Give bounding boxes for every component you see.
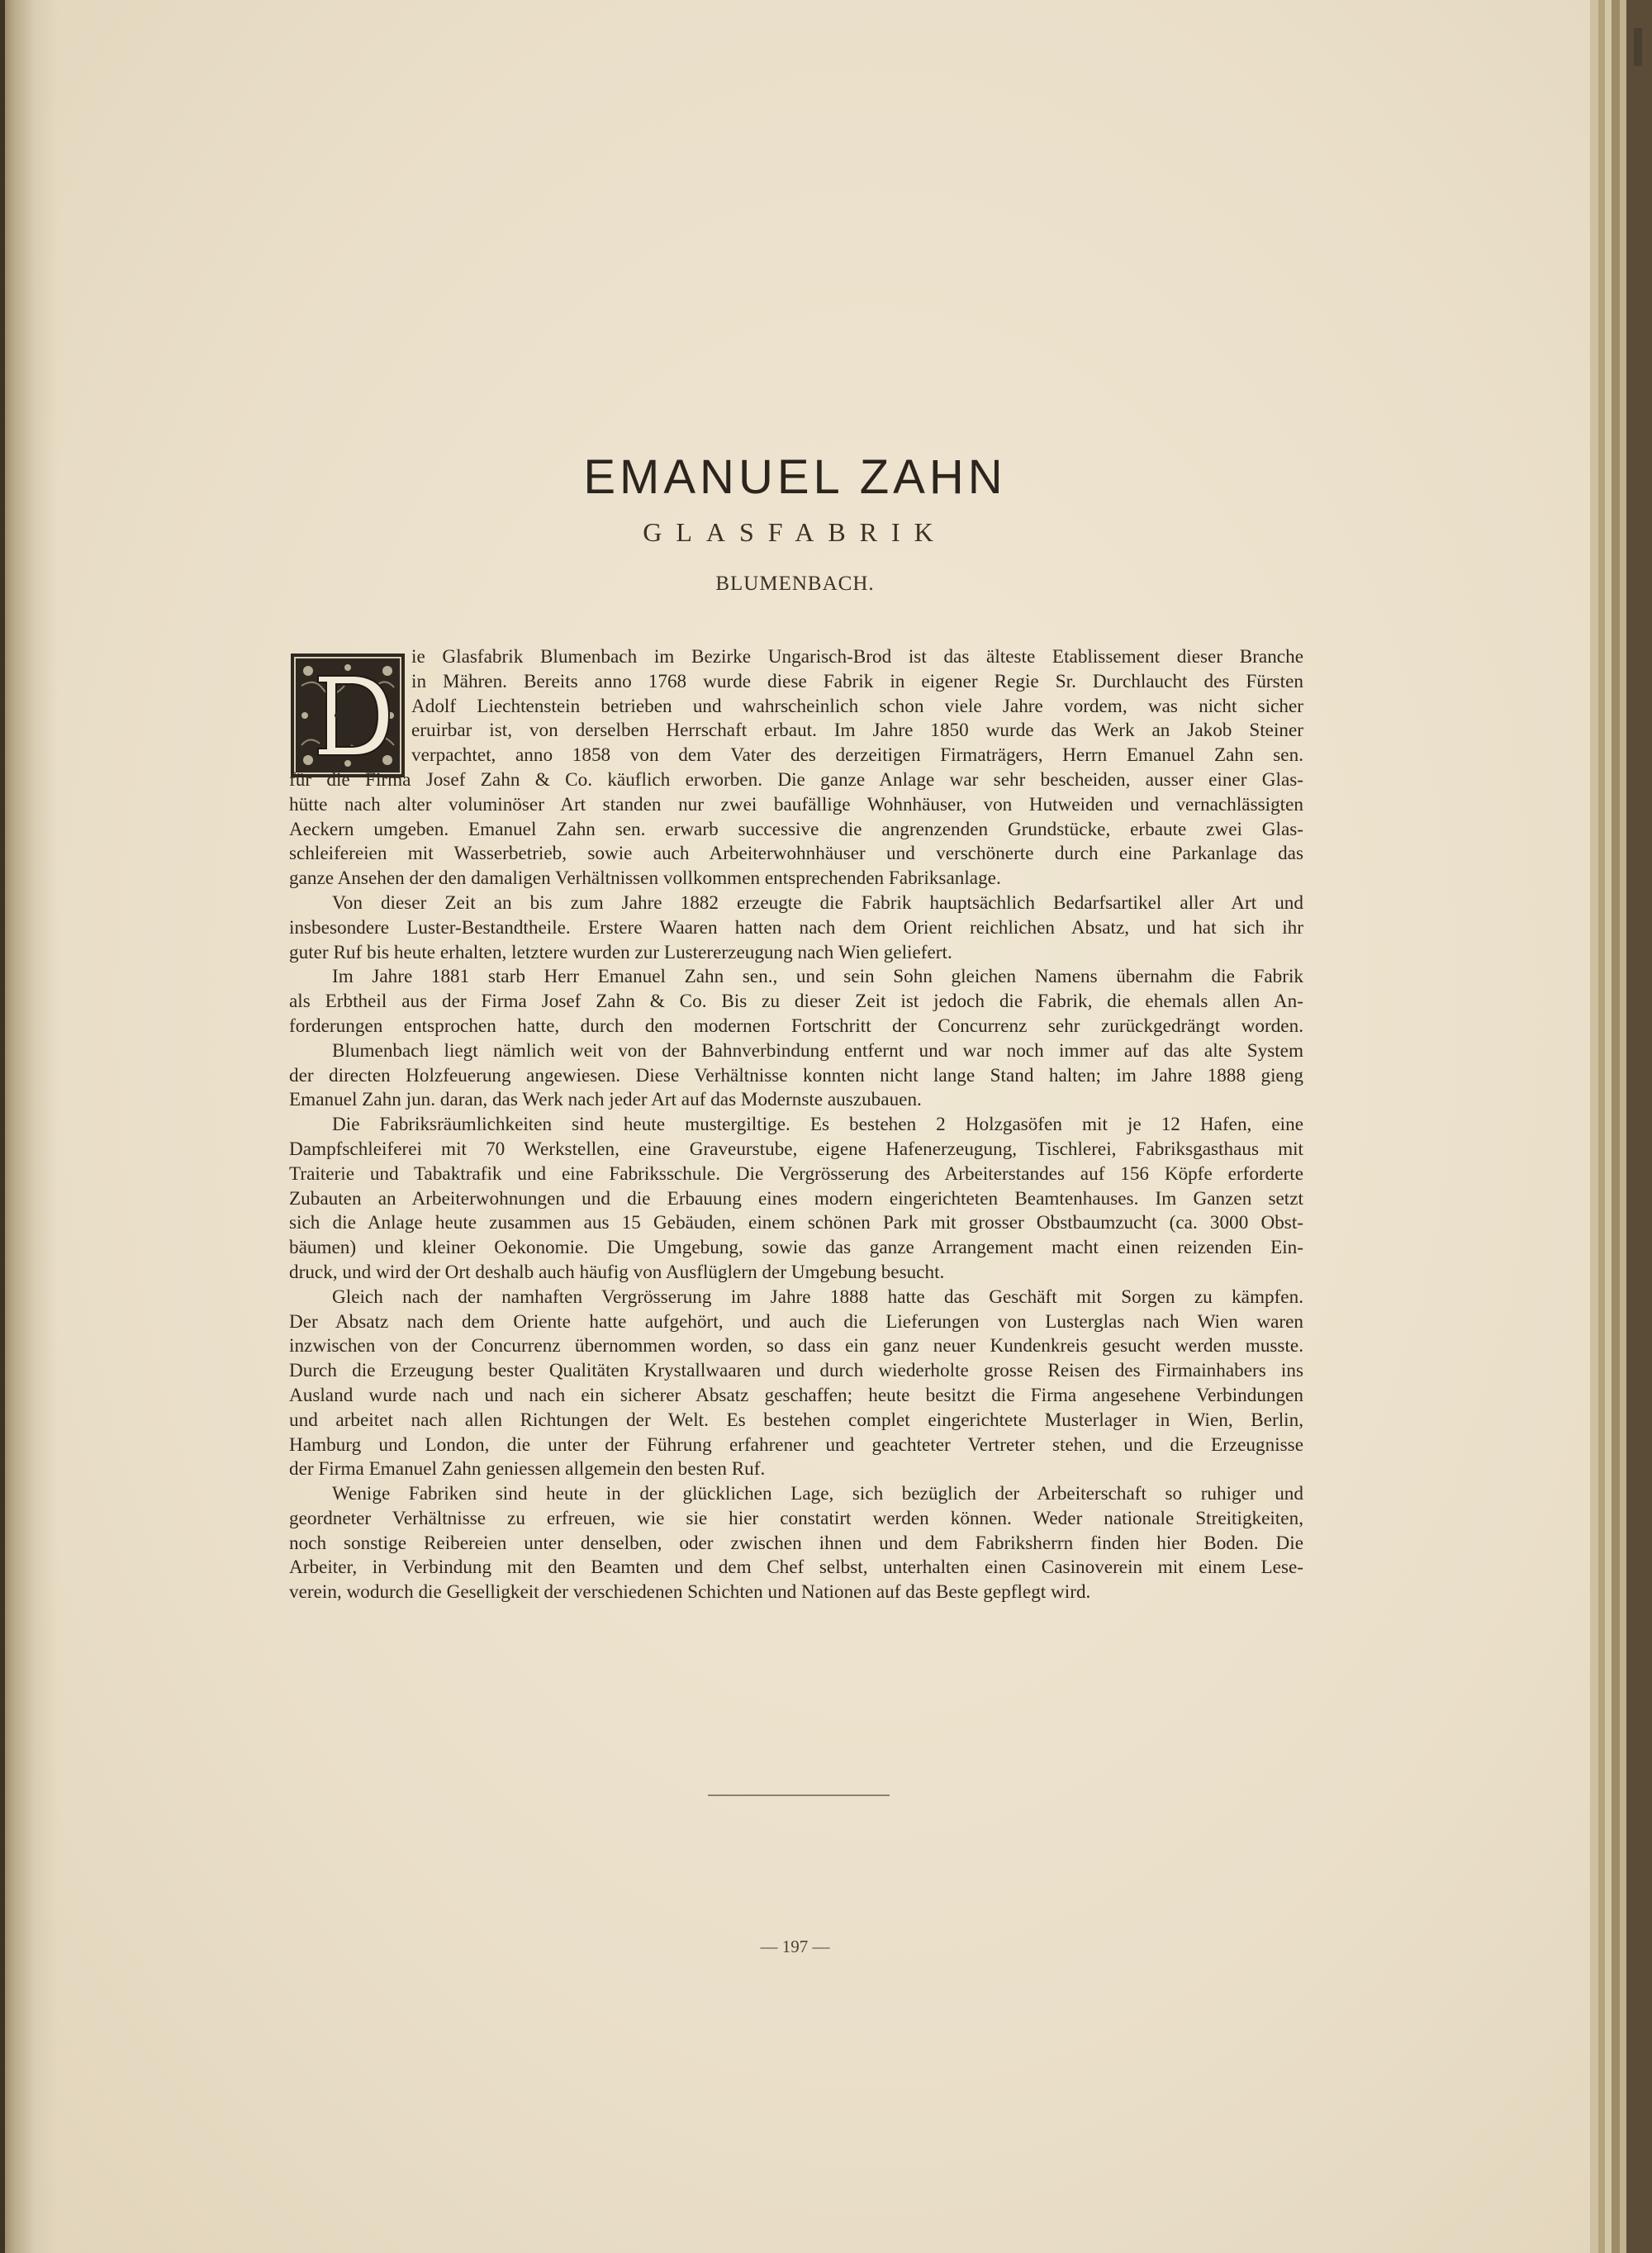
book-tab	[1634, 28, 1642, 66]
closing-rule	[708, 1794, 890, 1796]
text-line: Ausland wurde nach und nach ein sicherer Absatz geschaffen; heute besitzt die Firma angesehene Verbindungen	[289, 1384, 1303, 1406]
page-edge	[1590, 0, 1598, 2253]
text-line: Emanuel Zahn jun. daran, das Werk nach jeder Art auf das Modernste auszubauen.	[289, 1089, 922, 1111]
text-line: und arbeitet nach allen Richtungen der Welt. Es bestehen complet eingerichtete Musterlager in Wien, Berlin,	[289, 1409, 1303, 1431]
text-line: Arbeiter, in Verbindung mit den Beamten und dem Chef selbst, unterhalten einen Casinoverein mit einem Lese-	[289, 1557, 1303, 1579]
page-edge	[1620, 0, 1626, 2253]
text-line: ganze Ansehen der den damaligen Verhältnissen vollkommen entsprechenden Fabriksanlage.	[289, 867, 1001, 890]
text-line: für die Firma Josef Zahn & Co. käuflich erworben. Die ganze Anlage war sehr bescheiden, ausser einer Glas-	[289, 768, 1303, 791]
text-line: noch sonstige Reibereien unter denselben, oder zwischen ihnen und dem Fabriksherrn finden hier Boden. Die	[289, 1532, 1303, 1554]
text-line: schleifereien mit Wasserbetrieb, sowie auch Arbeiterwohnhäuser und verschönerte durch eine Parkanlage das	[289, 843, 1303, 865]
text-line: Dampfschleiferei mit 70 Werkstellen, eine Graveurstube, eigene Hafenerzeugung, Tischlerei, Fabriksgasthaus mit	[289, 1138, 1303, 1160]
text-line: bäumen) und kleiner Oekonomie. Die Umgebung, sowie das ganze Arrangement macht einen reizenden Ein-	[289, 1237, 1303, 1259]
text-line: Wenige Fabriken sind heute in der glücklichen Lage, sich bezüglich der Arbeiterschaft so ruhiger und	[332, 1483, 1303, 1505]
page-edge	[1598, 0, 1605, 2253]
text-line: ie Glasfabrik Blumenbach im Bezirke Ungarisch-Brod ist das älteste Etablissement dieser Branche	[411, 646, 1303, 668]
page-subtitle: GLASFABRIK	[643, 517, 947, 547]
text-line: als Erbtheil aus der Firma Josef Zahn & Co. Bis zu dieser Zeit ist jedoch die Fabrik, die ehemals allen An-	[289, 991, 1303, 1013]
text-line: inzwischen von der Concurrenz übernommen worden, so dass ein ganz neuer Kundenkreis gesucht werden musste.	[289, 1335, 1303, 1357]
text-line: verpachtet, anno 1858 von dem Vater des derzeitigen Firmaträgers, Herrn Emanuel Zahn sen.	[411, 744, 1303, 767]
text-line: hütte nach alter voluminöser Art standen nur zwei baufällige Wohnhäuser, von Hutweiden und vernachlässigten	[289, 793, 1303, 815]
text-line: Der Absatz nach dem Oriente hatte aufgehört, und auch die Lieferungen von Lusterglas nach Wien waren	[289, 1310, 1303, 1333]
text-line: Traiterie und Tabaktrafik und eine Fabriksschule. Die Vergrösserung des Arbeiterstandes auf 156 Köpfe erforderte	[289, 1162, 1303, 1185]
text-line: Die Fabriksräumlichkeiten sind heute mustergiltige. Es bestehen 2 Holzgasöfen mit je 12 Hafen, eine	[332, 1114, 1303, 1136]
binding-gutter	[0, 0, 58, 2253]
text-line: druck, und wird der Ort deshalb auch häufig von Ausflüglern der Umgebung besucht.	[289, 1261, 945, 1283]
text-line: Aeckern umgeben. Emanuel Zahn sen. erwarb successive die angrenzenden Grundstücke, erbaute zwei Glas-	[289, 818, 1303, 840]
page-title: EMANUEL ZAHN	[583, 450, 1007, 504]
place-name: BLUMENBACH.	[715, 573, 875, 595]
text-line: Adolf Liechtenstein betrieben und wahrscheinlich schon viele Jahre vordem, was nicht sicher	[411, 695, 1303, 717]
text-line: insbesondere Luster-Bestandtheile. Erstere Waaren hatten nach dem Orient reichlichen Absatz, und hat sich ihr	[289, 916, 1303, 939]
text-line: eruirbar ist, von derselben Herrschaft erbaut. Im Jahre 1850 wurde das Werk an Jakob Steiner	[411, 720, 1303, 742]
text-line: guter Ruf bis heute erhalten, letztere wurden zur Lustererzeugung nach Wien geliefert.	[289, 941, 952, 963]
article-body	[289, 645, 1303, 1605]
text-line: Blumenbach liegt nämlich weit von der Bahnverbindung entfernt und war noch immer auf das alte System	[332, 1039, 1303, 1062]
text-line: in Mähren. Bereits anno 1768 wurde diese Fabrik in eigener Regie Sr. Durchlaucht des Fürsten	[411, 670, 1303, 692]
text-line: der directen Holzfeuerung angewiesen. Diese Verhältnisse konnten nicht lange Stand halten; im Jahre 1888 gieng	[289, 1064, 1303, 1086]
text-line: der Firma Emanuel Zahn geniessen allgemein den besten Ruf.	[289, 1458, 766, 1481]
text-line: Zubauten an Arbeiterwohnungen und die Erbauung eines modern eingerichteten Beamtenhauses. Im Ganzen setzt	[289, 1187, 1303, 1210]
page-edge	[1612, 0, 1620, 2253]
page-edge	[1605, 0, 1612, 2253]
text-line: geordneter Verhältnisse zu erfreuen, wie sie hier constatirt werden können. Weder nationale Streitigkeiten,	[289, 1507, 1303, 1529]
text-line: sich die Anlage heute zusammen aus 15 Gebäuden, einem schönen Park mit grosser Obstbaumzucht (ca. 3000 Obst-	[289, 1212, 1303, 1234]
text-line: Von dieser Zeit an bis zum Jahre 1882 erzeugte die Fabrik hauptsächlich Bedarfsartikel aller Art und	[332, 891, 1303, 914]
page-number: — 197 —	[760, 1937, 830, 1956]
text-line: Durch die Erzeugung bester Qualitäten Krystallwaaren und durch wiederholte grosse Reisen des Firmainhabers ins	[289, 1360, 1303, 1382]
text-line: forderungen entsprochen hatte, durch den modernen Fortschritt der Concurrenz sehr zurückgedrängt worden.	[289, 1015, 1303, 1037]
text-line: Gleich nach der namhaften Vergrösserung im Jahre 1888 hatte das Geschäft mit Sorgen zu kämpfen.	[332, 1286, 1303, 1308]
book-cover-edge	[1626, 0, 1652, 2253]
text-line: verein, wodurch die Geselligkeit der verschiedenen Schichten und Nationen auf das Beste gepflegt wird.	[289, 1581, 1091, 1604]
text-line: Im Jahre 1881 starb Herr Emanuel Zahn sen., und sein Sohn gleichen Namens übernahm die Fabrik	[332, 966, 1303, 988]
text-line: Hamburg und London, die unter der Führung erfahrener und geachteter Vertreter stehen, und die Erzeugnisse	[289, 1433, 1303, 1456]
binding-edge	[0, 0, 5, 2253]
